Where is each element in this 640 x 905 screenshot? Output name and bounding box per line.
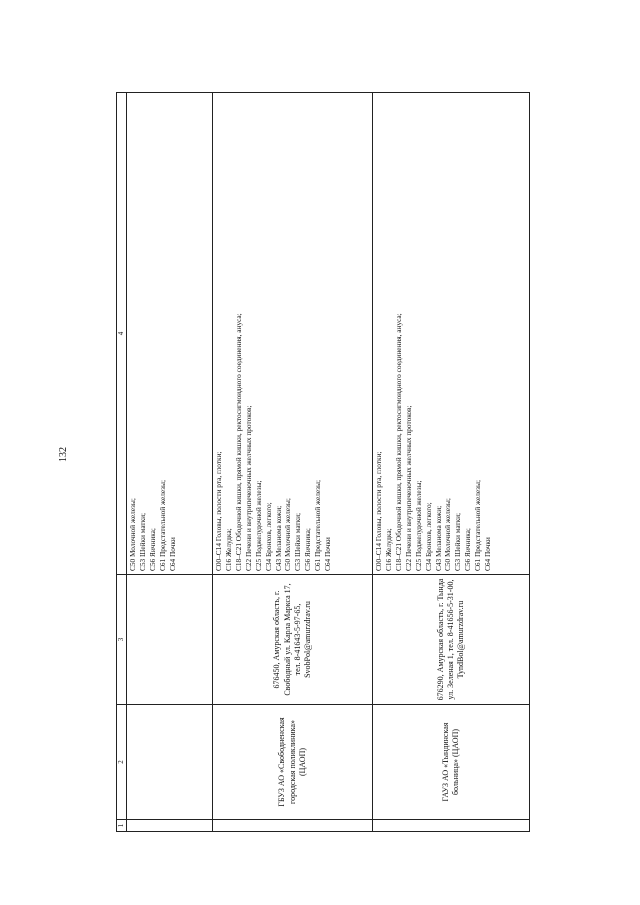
- code-line: C34 Бронхов, легкого;: [263, 502, 273, 571]
- code-line: C22 Печени и внутрипеченочных желчных протоков;: [403, 405, 413, 571]
- page-number: 132: [58, 447, 69, 462]
- table-row: [127, 93, 213, 832]
- address-cell: [127, 575, 213, 705]
- header-col-3: 3: [117, 575, 127, 705]
- organization-cell: ГБУЗ АО «Свободненская городская поликлиника» (ЦАОП): [213, 705, 373, 820]
- code-line: C22 Печени и внутрипеченочных желчных протоков;: [243, 405, 253, 571]
- code-line: C43 Меланома кожи;: [273, 505, 283, 571]
- code-line: C18–C21 Ободочной кишки, прямой кишки, ректосигмоидного соединения, ануса;: [234, 313, 244, 571]
- code-line: C64 Почки: [482, 537, 492, 571]
- code-line: C61 Предстательной железы;: [312, 480, 322, 571]
- code-line: C53 Шейки матки;: [293, 512, 303, 571]
- code-line: C64 Почки: [322, 537, 332, 571]
- code-line: C56 Яичника;: [303, 528, 313, 571]
- address-cell: 676290, Амурская область, г. Тында ул. Зеленая 1, тел. 8-41656-5-31-00, TyndBol@amurzdrav.ru: [373, 575, 530, 705]
- diagnosis-codes-cell: [213, 93, 373, 575]
- header-col-1: 1: [117, 820, 127, 832]
- row-number-cell: [127, 820, 213, 832]
- medical-centers-table: [116, 92, 530, 832]
- code-line: C50 Молочной железы;: [128, 498, 138, 571]
- code-line: C25 Поджелудочной железы;: [413, 480, 423, 571]
- code-line: C25 Поджелудочной железы;: [253, 480, 263, 571]
- header-col-2: 2: [117, 705, 127, 820]
- code-line: C50 Молочной железы;: [283, 498, 293, 571]
- code-line: C64 Почки: [167, 537, 177, 571]
- diagnosis-codes-cell: [373, 93, 530, 575]
- diagnosis-codes-cell: [127, 93, 213, 575]
- code-line: C61 Предстательной железы;: [472, 480, 482, 571]
- table-row: [373, 93, 530, 832]
- address-cell: 676450, Амурская область, г. Свободный ул. Карла Маркса 17, тел. 8-41643-5-97-65, SvobPol@amurzdrav.ru: [213, 575, 373, 705]
- code-line: C34 Бронхов, легкого;: [423, 502, 433, 571]
- code-line: C53 Шейки матки;: [138, 512, 148, 571]
- code-line: C61 Предстательной железы;: [157, 480, 167, 571]
- code-line: C16 Желудка;: [224, 528, 234, 571]
- code-line: C53 Шейки матки;: [453, 512, 463, 571]
- organization-cell: [127, 705, 213, 820]
- code-line: C56 Яичника;: [463, 528, 473, 571]
- code-line: C43 Меланома кожи;: [433, 505, 443, 571]
- code-line: C56 Яичника;: [148, 528, 158, 571]
- table-row: [213, 93, 373, 832]
- header-row: [117, 93, 127, 832]
- header-col-4: 4: [117, 93, 127, 575]
- code-line: C00–C14 Головы, полости рта, глотки;: [214, 451, 224, 571]
- row-number-cell: [373, 820, 530, 832]
- organization-cell: ГАУЗ АО «Тындинская больница» (ЦАОП): [373, 705, 530, 820]
- code-line: C00–C14 Головы, полости рта, глотки;: [374, 451, 384, 571]
- code-line: C50 Молочной железы;: [443, 498, 453, 571]
- rotated-table-container: [116, 92, 530, 832]
- code-line: C18–C21 Ободочной кишки, прямой кишки, ректосигмоидного соединения, ануса;: [394, 313, 404, 571]
- code-line: C16 Желудка;: [384, 528, 394, 571]
- row-number-cell: [213, 820, 373, 832]
